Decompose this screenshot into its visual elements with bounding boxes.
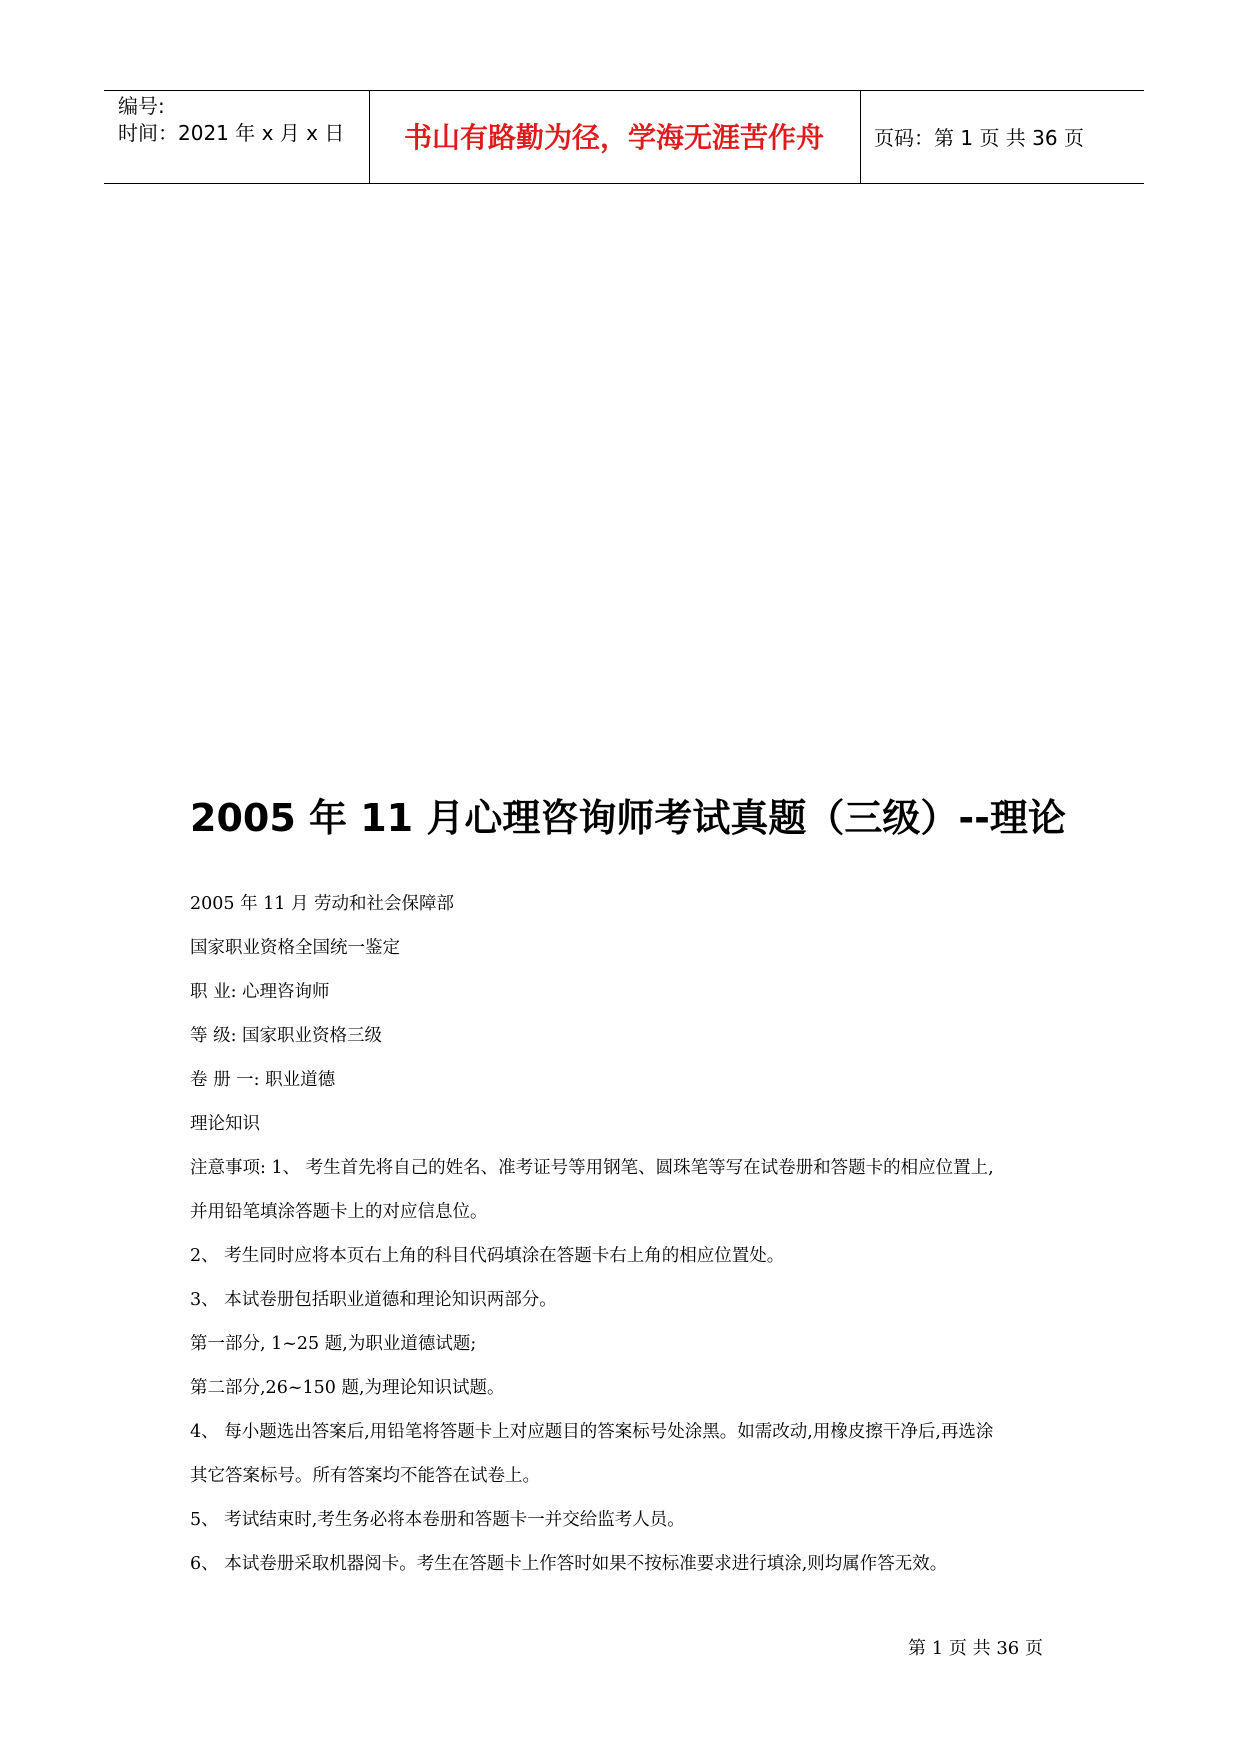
body-line: 3、 本试卷册包括职业道德和理论知识两部分。 — [190, 1290, 557, 1310]
page-footer: 第 1 页 共 36 页 — [908, 1638, 1043, 1659]
document-title: 2005 年 11 月心理咨询师考试真题（三级）--理论 — [190, 796, 1066, 840]
body-line: 国家职业资格全国统一鉴定 — [190, 938, 400, 958]
header-motto: 书山有路勤为径，学海无涯苦作舟 — [403, 121, 824, 154]
header-page-label: 页码：第 1 页 共 36 页 — [874, 126, 1084, 150]
body-line: 2、 考生同时应将本页右上角的科目代码填涂在答题卡右上角的相应位置处。 — [190, 1246, 785, 1266]
body-line: 4、 每小题选出答案后,用铅笔将答题卡上对应题目的答案标号处涂黑。如需改动,用橡皮擦干净后,再选涂 — [190, 1422, 994, 1442]
header-top-rule — [104, 90, 1144, 91]
body-line: 注意事项: 1、 考生首先将自己的姓名、准考证号等用钢笔、圆珠笔等写在试卷册和答题卡的相应位置上, — [190, 1158, 994, 1178]
body-line: 并用铅笔填涂答题卡上的对应信息位。 — [190, 1202, 488, 1222]
body-line: 职 业: 心理咨询师 — [190, 982, 330, 1002]
body-line: 等 级: 国家职业资格三级 — [190, 1026, 383, 1046]
body-line: 2005 年 11 月 劳动和社会保障部 — [190, 894, 455, 914]
header-divider-right — [860, 90, 861, 183]
header-time-label: 时间：2021 年 x 月 x 日 — [118, 121, 345, 145]
header-number-label: 编号: — [118, 94, 165, 118]
body-line: 第一部分, 1~25 题,为职业道德试题; — [190, 1334, 477, 1354]
body-line: 卷 册 一: 职业道德 — [190, 1070, 336, 1090]
body-line: 6、 本试卷册采取机器阅卡。考生在答题卡上作答时如果不按标准要求进行填涂,则均属作答无效。 — [190, 1554, 948, 1574]
body-line: 第二部分,26~150 题,为理论知识试题。 — [190, 1378, 505, 1398]
body-line: 5、 考试结束时,考生务必将本卷册和答题卡一并交给监考人员。 — [190, 1510, 685, 1530]
body-line: 理论知识 — [190, 1114, 260, 1134]
body-line: 其它答案标号。所有答案均不能答在试卷上。 — [190, 1466, 540, 1486]
header-bottom-rule — [104, 183, 1144, 184]
